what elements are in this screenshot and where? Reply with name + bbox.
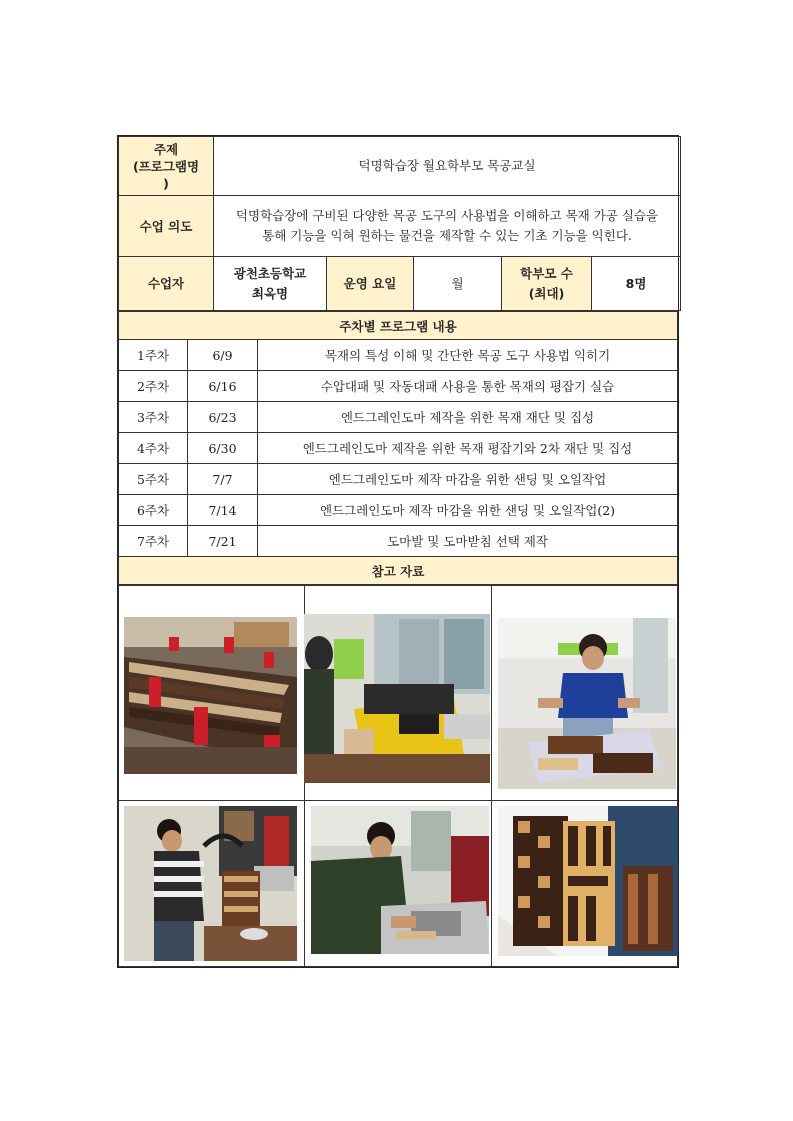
- table-saw-photo: [311, 806, 489, 954]
- teacher-value: 광천초등학교 최옥명: [214, 257, 327, 311]
- photo-cell: [305, 586, 492, 801]
- weekly-section-title: 주차별 프로그램 내용: [119, 312, 678, 340]
- photo-cell: [119, 801, 305, 967]
- assembling-blocks-photo: [498, 618, 676, 789]
- program-info-table: [118, 136, 681, 311]
- week-row: [119, 433, 678, 464]
- week-date: 6/30: [188, 433, 258, 464]
- week-date: 7/14: [188, 495, 258, 526]
- week-content: 도마발 및 도마받침 선택 제작: [258, 526, 678, 557]
- subject-label: 주제 (프로그램명 ): [119, 137, 214, 196]
- teacher-label: 수업자: [119, 257, 214, 311]
- photo-cell: [119, 586, 305, 801]
- photo-cell: [492, 586, 678, 801]
- finished-boards-photo: [498, 806, 678, 956]
- week-label: 1주차: [119, 340, 188, 371]
- week-label: 2주차: [119, 371, 188, 402]
- week-date: 6/16: [188, 371, 258, 402]
- week-date: 7/7: [188, 464, 258, 495]
- parents-value: 8명: [592, 257, 681, 311]
- week-content: 엔드그레인도마 제작 마감을 위한 샌딩 및 오일작업: [258, 464, 678, 495]
- photo-cell: [305, 801, 492, 967]
- reference-photo-grid: [118, 585, 678, 967]
- planer-machine-photo: [304, 614, 490, 783]
- week-content: 엔드그레인도마 제작 마감을 위한 샌딩 및 오일작업(2): [258, 495, 678, 526]
- week-row: [119, 340, 678, 371]
- week-row: [119, 464, 678, 495]
- weekly-program-table: [118, 311, 678, 585]
- day-label: 운영 요일: [327, 257, 414, 311]
- week-label: 6주차: [119, 495, 188, 526]
- parents-label: 학부모 수 (최대): [502, 257, 592, 311]
- week-date: 6/9: [188, 340, 258, 371]
- wood-clamping-photo: [124, 617, 297, 774]
- week-row: [119, 402, 678, 433]
- week-row: [119, 495, 678, 526]
- purpose-value: 덕명학습장에 구비된 다양한 목공 도구의 사용법을 이해하고 목재 가공 실습을 통해 기능을 익혀 원하는 물건을 제작할 수 있는 기초 기능을 익힌다.: [214, 196, 681, 257]
- week-label: 3주차: [119, 402, 188, 433]
- week-label: 7주차: [119, 526, 188, 557]
- week-content: 수압대패 및 자동대패 사용을 통한 목재의 평잡기 실습: [258, 371, 678, 402]
- week-row: [119, 526, 678, 557]
- week-date: 7/21: [188, 526, 258, 557]
- week-row: [119, 371, 678, 402]
- week-content: 목재의 특성 이해 및 간단한 목공 도구 사용법 익히기: [258, 340, 678, 371]
- week-content: 엔드그레인도마 제작을 위한 목재 재단 및 집성: [258, 402, 678, 433]
- photo-cell: [492, 801, 678, 967]
- subject-value: 덕명학습장 월요학부모 목공교실: [214, 137, 681, 196]
- week-label: 5주차: [119, 464, 188, 495]
- week-content: 엔드그레인도마 제작을 위한 목재 평잡기와 2차 재단 및 집성: [258, 433, 678, 464]
- sanding-board-photo: [124, 806, 297, 961]
- program-document: [117, 135, 679, 968]
- week-date: 6/23: [188, 402, 258, 433]
- day-value: 월: [414, 257, 502, 311]
- reference-section-title: 참고 자료: [119, 557, 678, 585]
- purpose-label: 수업 의도: [119, 196, 214, 257]
- week-label: 4주차: [119, 433, 188, 464]
